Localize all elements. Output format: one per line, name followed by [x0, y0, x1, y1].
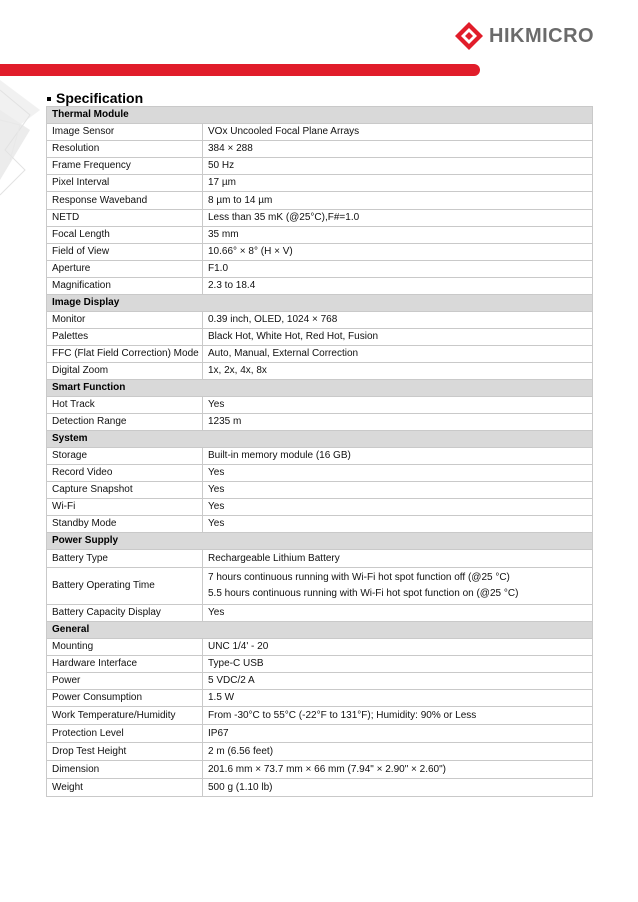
- spec-label: Hardware Interface: [47, 656, 203, 673]
- section-header: System: [47, 431, 593, 448]
- spec-label: Battery Capacity Display: [47, 605, 203, 622]
- table-row: [47, 141, 593, 158]
- table-row: [47, 639, 593, 656]
- spec-label: Protection Level: [47, 725, 203, 743]
- spec-value: From -30°C to 55°C (-22°F to 131°F); Humidity: 90% or Less: [203, 707, 593, 725]
- spec-value: Yes: [203, 605, 593, 622]
- table-row: [47, 312, 593, 329]
- table-row: [47, 743, 593, 761]
- section-header-row: [47, 380, 593, 397]
- spec-label: Standby Mode: [47, 516, 203, 533]
- hikmicro-logo-icon: [455, 22, 483, 50]
- spec-label: Response Waveband: [47, 192, 203, 210]
- spec-value: 35 mm: [203, 227, 593, 244]
- spec-value: Black Hot, White Hot, Red Hot, Fusion: [203, 329, 593, 346]
- table-row: [47, 414, 593, 431]
- section-header-row: [47, 107, 593, 124]
- table-row: [47, 158, 593, 175]
- spec-value: 10.66° × 8° (H × V): [203, 244, 593, 261]
- table-row: [47, 482, 593, 499]
- table-row: [47, 329, 593, 346]
- table-row: [47, 761, 593, 779]
- spec-value: 1235 m: [203, 414, 593, 431]
- table-row: [47, 656, 593, 673]
- spec-value: F1.0: [203, 261, 593, 278]
- spec-label: Power Consumption: [47, 690, 203, 707]
- spec-label: Image Sensor: [47, 124, 203, 141]
- spec-value: 2.3 to 18.4: [203, 278, 593, 295]
- spec-table-body: [47, 107, 593, 797]
- spec-value: Less than 35 mK (@25°C),F#=1.0: [203, 210, 593, 227]
- spec-label: Magnification: [47, 278, 203, 295]
- spec-value: 2 m (6.56 feet): [203, 743, 593, 761]
- spec-label: Frame Frequency: [47, 158, 203, 175]
- table-row: [47, 516, 593, 533]
- section-header: Smart Function: [47, 380, 593, 397]
- spec-label: Record Video: [47, 465, 203, 482]
- spec-value: IP67: [203, 725, 593, 743]
- section-header-row: [47, 431, 593, 448]
- table-row: [47, 779, 593, 797]
- spec-table: [46, 106, 593, 797]
- section-header-row: [47, 533, 593, 550]
- table-row: [47, 124, 593, 141]
- spec-value: VOx Uncooled Focal Plane Arrays: [203, 124, 593, 141]
- spec-value: Auto, Manual, External Correction: [203, 346, 593, 363]
- spec-label: Weight: [47, 779, 203, 797]
- spec-label: Wi-Fi: [47, 499, 203, 516]
- table-row: [47, 175, 593, 192]
- table-row: [47, 244, 593, 261]
- spec-label: Digital Zoom: [47, 363, 203, 380]
- spec-label: Focal Length: [47, 227, 203, 244]
- section-header: Image Display: [47, 295, 593, 312]
- header-accent-bar: [0, 64, 480, 76]
- spec-value: 1x, 2x, 4x, 8x: [203, 363, 593, 380]
- page-title-text: Specification: [56, 90, 144, 106]
- section-header-row: [47, 622, 593, 639]
- spec-value: Yes: [203, 516, 593, 533]
- spec-value: 384 × 288: [203, 141, 593, 158]
- table-row: [47, 465, 593, 482]
- spec-label: Resolution: [47, 141, 203, 158]
- table-row: [47, 673, 593, 690]
- table-row: [47, 707, 593, 725]
- table-row: [47, 550, 593, 568]
- spec-value: Yes: [203, 397, 593, 414]
- table-row: [47, 690, 593, 707]
- spec-value: Rechargeable Lithium Battery: [203, 550, 593, 568]
- spec-label: Aperture: [47, 261, 203, 278]
- spec-value-line: 7 hours continuous running with Wi-Fi hot spot function off (@25 °C): [208, 572, 510, 583]
- spec-label: Storage: [47, 448, 203, 465]
- spec-value: Yes: [203, 482, 593, 499]
- spec-label: FFC (Flat Field Correction) Mode: [47, 346, 203, 363]
- table-row: [47, 363, 593, 380]
- spec-value: Yes: [203, 465, 593, 482]
- spec-value: Type-C USB: [203, 656, 593, 673]
- table-row: [47, 499, 593, 516]
- section-header: General: [47, 622, 593, 639]
- spec-label: Mounting: [47, 639, 203, 656]
- spec-value: 5 VDC/2 A: [203, 673, 593, 690]
- table-row: [47, 725, 593, 743]
- table-row: [47, 210, 593, 227]
- table-row: [47, 227, 593, 244]
- spec-value-line: 5.5 hours continuous running with Wi-Fi hot spot function on (@25 °C): [208, 588, 519, 599]
- spec-value: Built-in memory module (16 GB): [203, 448, 593, 465]
- spec-label: Drop Test Height: [47, 743, 203, 761]
- section-header-row: [47, 295, 593, 312]
- section-header: Thermal Module: [47, 107, 593, 124]
- spec-label: Battery Type: [47, 550, 203, 568]
- spec-value: UNC 1/4' - 20: [203, 639, 593, 656]
- table-row: [47, 261, 593, 278]
- brand-logo: [455, 22, 594, 50]
- spec-value: [203, 568, 593, 605]
- spec-value: 500 g (1.10 lb): [203, 779, 593, 797]
- section-header: Power Supply: [47, 533, 593, 550]
- spec-value: 17 µm: [203, 175, 593, 192]
- table-row: [47, 605, 593, 622]
- table-row: [47, 278, 593, 295]
- spec-label: Hot Track: [47, 397, 203, 414]
- spec-label: Detection Range: [47, 414, 203, 431]
- spec-value: Yes: [203, 499, 593, 516]
- spec-value: 201.6 mm × 73.7 mm × 66 mm (7.94" × 2.90" × 2.60"): [203, 761, 593, 779]
- table-row: [47, 448, 593, 465]
- spec-label: Capture Snapshot: [47, 482, 203, 499]
- spec-label: Field of View: [47, 244, 203, 261]
- table-row: [47, 397, 593, 414]
- spec-label: Palettes: [47, 329, 203, 346]
- table-row: [47, 346, 593, 363]
- spec-label: Monitor: [47, 312, 203, 329]
- bullet-icon: [47, 97, 51, 101]
- spec-value: 0.39 inch, OLED, 1024 × 768: [203, 312, 593, 329]
- spec-label: NETD: [47, 210, 203, 227]
- table-row: [47, 568, 593, 605]
- brand-name: HIKMICRO: [489, 24, 595, 47]
- spec-value: 50 Hz: [203, 158, 593, 175]
- spec-label: Power: [47, 673, 203, 690]
- spec-label: Work Temperature/Humidity: [47, 707, 203, 725]
- table-row: [47, 192, 593, 210]
- spec-value: 1.5 W: [203, 690, 593, 707]
- spec-label: Pixel Interval: [47, 175, 203, 192]
- spec-label: Battery Operating Time: [47, 568, 203, 605]
- spec-value: 8 µm to 14 µm: [203, 192, 593, 210]
- spec-label: Dimension: [47, 761, 203, 779]
- page-title: [47, 90, 143, 106]
